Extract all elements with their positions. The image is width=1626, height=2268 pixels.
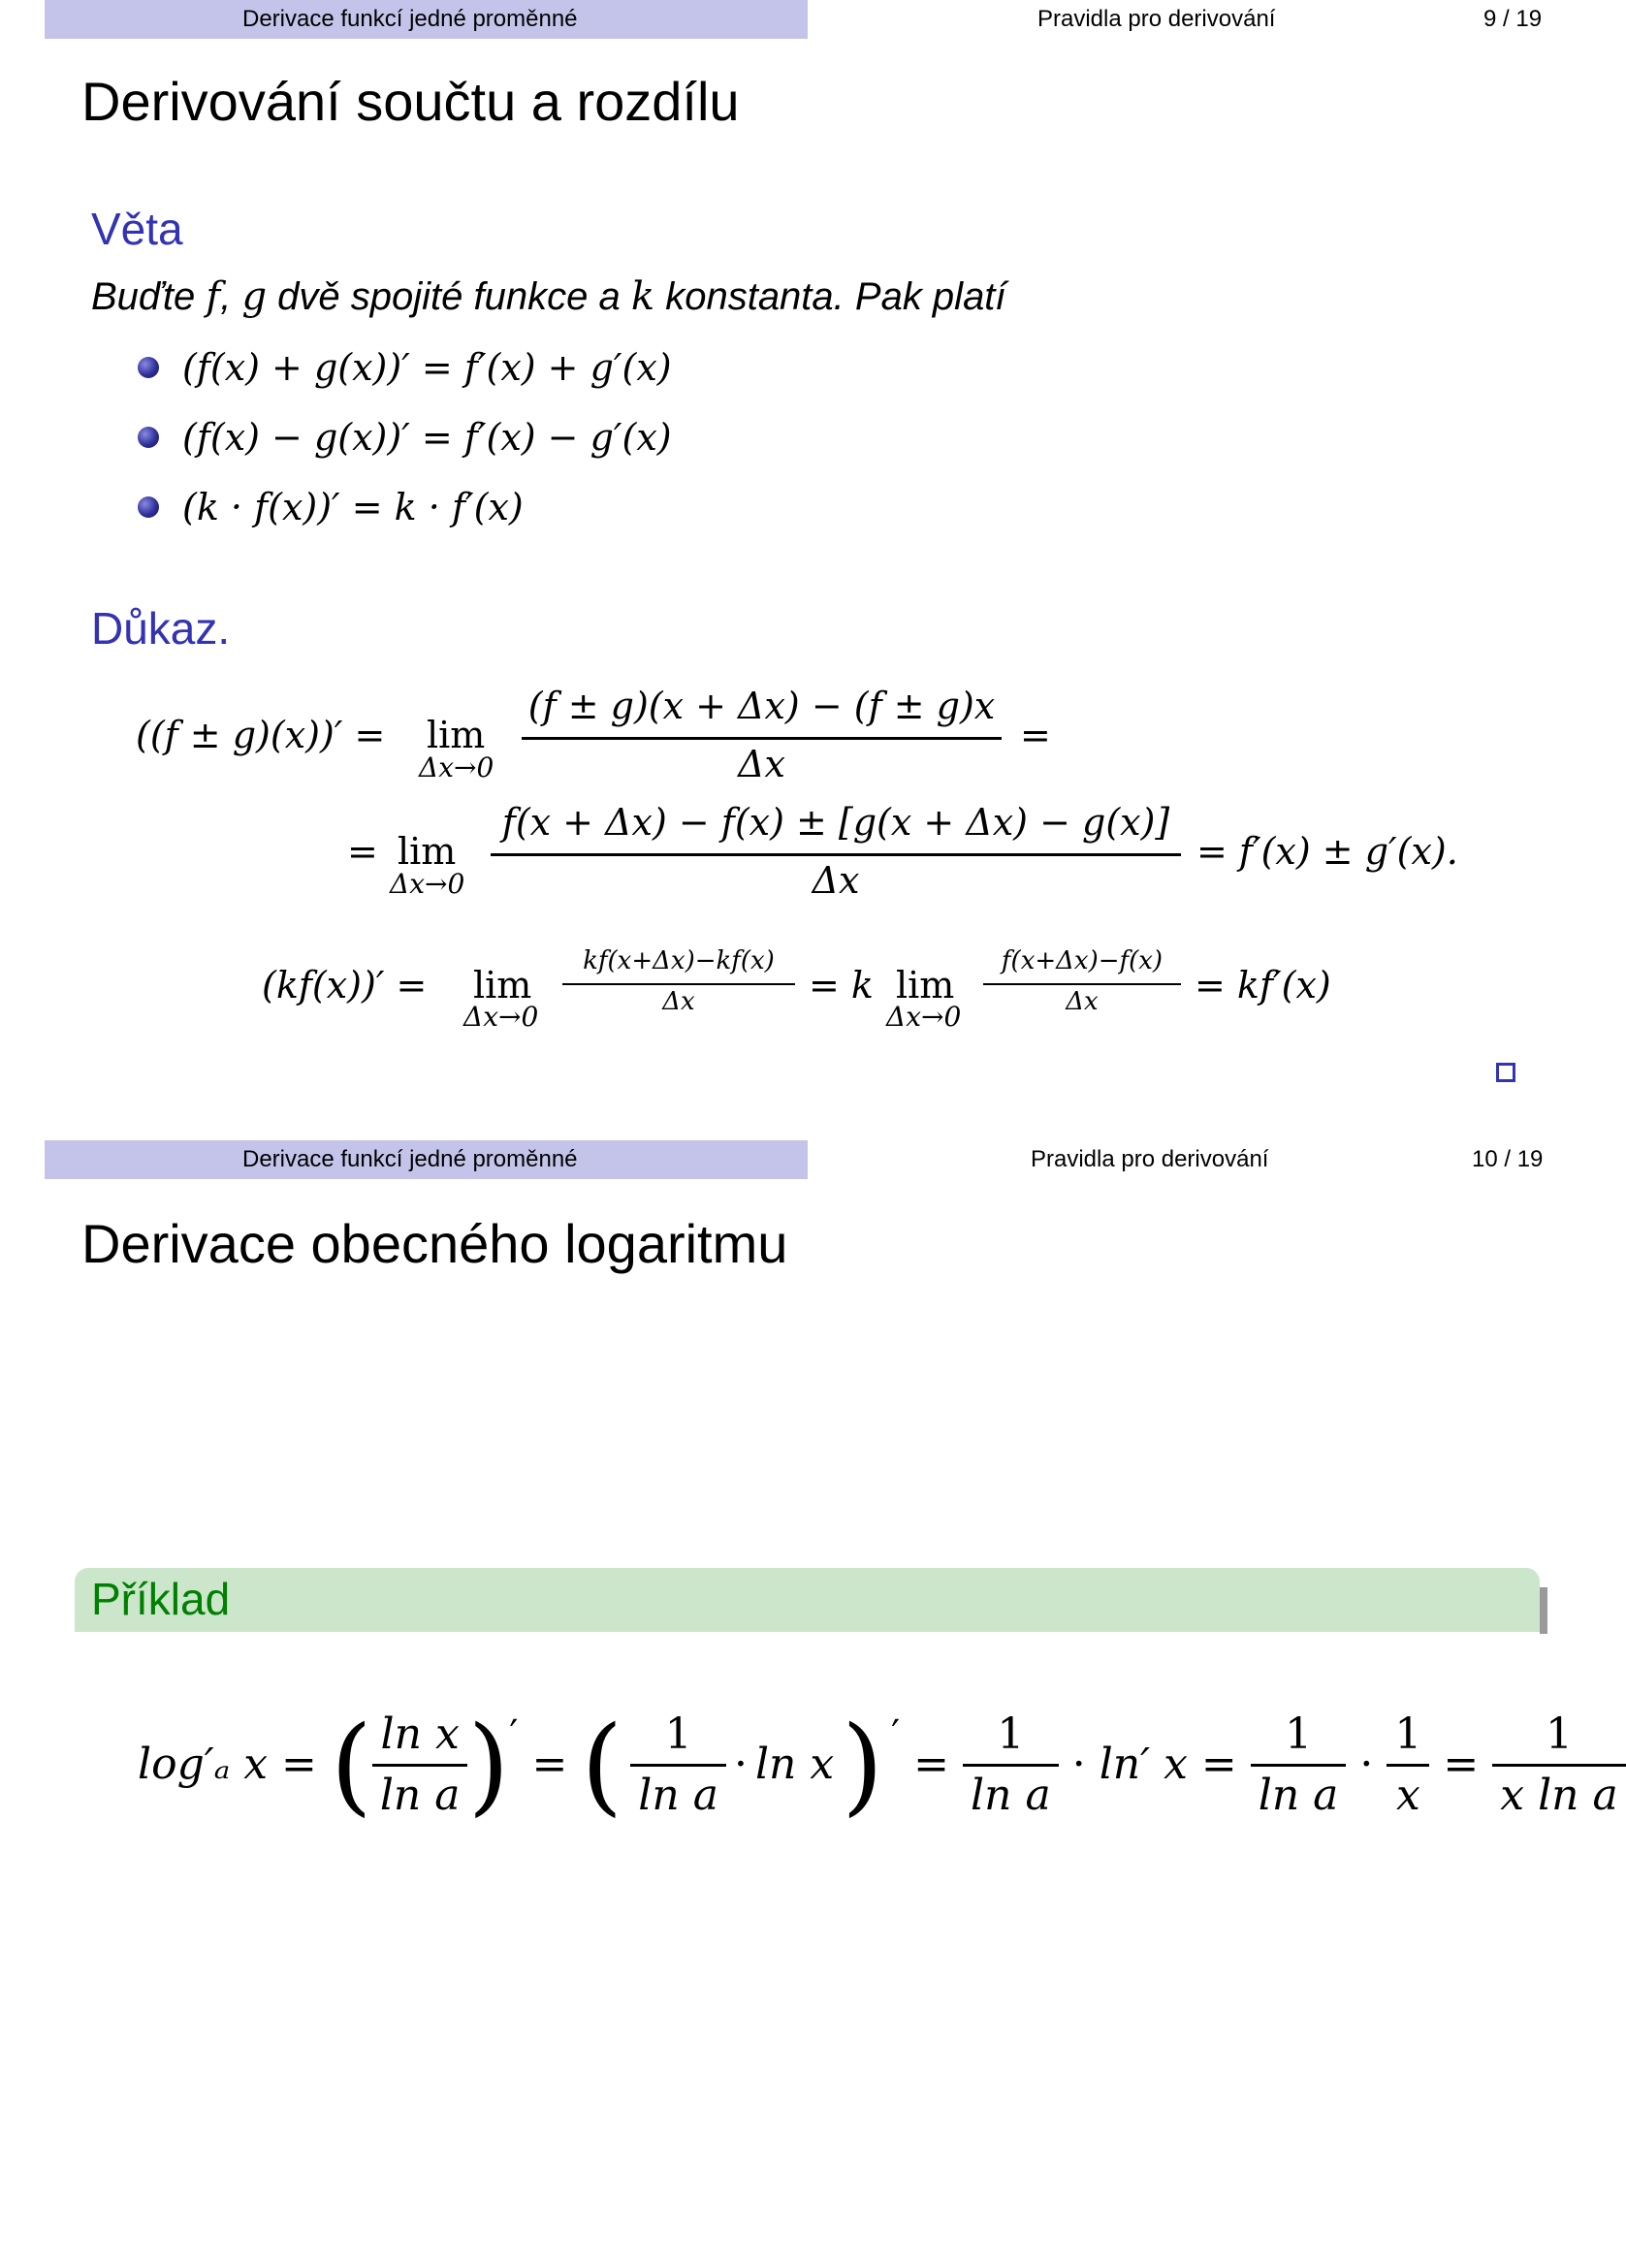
theorem-text (91, 270, 1006, 324)
formula-lnprime: ln′ x (1099, 1740, 1188, 1789)
theorem-text-part1: Buďte (91, 275, 207, 318)
proof-eq1-numerator: (f ± g)(x + Δx) − (f ± g)x (527, 685, 996, 727)
log-derivative-formula: log′ₐ x = ( $\frac{\text{ln x}}{\text{ln a}}$ ) ′ = ( $\frac{1}{\text{ln a}}$ · ln x ) ′ = $\frac{1}{\text{ln a}}$ · ln′ x = $\frac{1}{\text{ln a}}$ · $\frac{1}{x}$ = $\frac{1}{\text{x ln a}}$ (138, 1692, 1626, 1837)
slide2-header-left: Derivace funkcí jedné proměnné (242, 1146, 578, 1172)
theorem-title: Věta (91, 204, 183, 254)
formula-frac-lnx-lna: $\frac{\text{ln x}}{\text{ln a}}$ (372, 1706, 468, 1825)
proof-eq3-rhs: = kf′(x) (1195, 964, 1331, 1006)
proof-eq3-denominator1: Δx (662, 987, 695, 1016)
formula-eq5: = (1443, 1740, 1480, 1789)
theorem-constant-rule: (k · f(x))′ = k · f′(x) (182, 486, 524, 528)
proof-eq2-numerator: f(x + Δx) − f(x) ± [g(x + Δx) − g(x)] (501, 801, 1170, 844)
slide1-header-center: Pravidla pro derivování (1037, 6, 1276, 32)
example-block-header (75, 1568, 1540, 1632)
formula-frac-1-lna-2: $\frac{1}{\text{ln a}}$ (963, 1706, 1059, 1825)
formula-frac-1-xlna: $\frac{1}{\text{x ln a}}$ (1492, 1706, 1625, 1825)
bullet-icon (138, 496, 159, 518)
theorem-var-f: f (206, 274, 221, 319)
proof-eq3-lhs: (kf(x))′ = (262, 964, 428, 1006)
formula-eq4: = (1200, 1740, 1237, 1789)
proof-eq3-numerator2: f(x+Δx)−f(x) (1001, 946, 1164, 975)
slide1-header-left: Derivace funkcí jedné proměnné (242, 6, 578, 32)
theorem-difference-rule: (f(x) − g(x))′ = f′(x) − g′(x) (182, 416, 672, 459)
formula-paren-group2: ( $\frac{1}{\text{ln a}}$ · ln x ) ′ (581, 1703, 901, 1827)
theorem-comma: , (220, 275, 242, 318)
slide1-title: Derivování součtu a rozdílu (81, 71, 740, 132)
theorem-var-g: g (241, 274, 268, 319)
theorem-text-part3: konstanta. Pak platí (654, 275, 1006, 318)
proof-eq2-lim-sub: Δx→0 (390, 868, 465, 900)
proof-eq1-denominator: Δx (738, 743, 785, 785)
formula-frac-1-lna-3: $\frac{1}{\text{ln a}}$ (1251, 1706, 1347, 1825)
example-block-shadow (1540, 1587, 1547, 1634)
proof-title: Důkaz. (91, 603, 231, 654)
formula-eq2: = (531, 1740, 568, 1789)
proof-eq3-numerator1: kf(x+Δx)−kf(x) (583, 946, 775, 975)
proof-eq3-lim1-sub: Δx→0 (463, 1001, 539, 1033)
qed-square-icon (1496, 1063, 1515, 1082)
slide1-page-number: 9 / 19 (1483, 6, 1543, 32)
formula-lhs: log′ₐ x (138, 1740, 269, 1789)
formula-eq1: = (281, 1740, 317, 1789)
theorem-sum-rule: (f(x) + g(x))′ = f′(x) + g′(x) (182, 346, 672, 389)
proof-eq3-fraction-bar1 (562, 983, 795, 985)
formula-paren-group1: ( $\frac{\text{ln x}}{\text{ln a}}$ ) ′ (330, 1703, 519, 1827)
proof-eq1-lhs: ((f ± g)(x))′ = (136, 714, 386, 756)
proof-eq3-lim2: lim (896, 964, 955, 1006)
formula-eq3: = (913, 1740, 950, 1789)
proof-eq3-mid: = k (809, 964, 874, 1006)
proof-eq3-lim1: lim (473, 964, 532, 1006)
proof-eq3-denominator2: Δx (1066, 987, 1099, 1016)
proof-eq1-lim-sub: Δx→0 (419, 751, 494, 783)
bullet-icon (138, 357, 159, 378)
proof-eq1-lim: lim (427, 714, 486, 756)
theorem-text-part2: dvě spojité funkce a (267, 275, 631, 318)
proof-eq2-lim: lim (398, 830, 457, 873)
proof-eq1-end: = (1020, 714, 1051, 756)
example-title: Příklad (91, 1574, 231, 1624)
slide2-page-number: 10 / 19 (1472, 1146, 1544, 1172)
proof-eq3-lim2-sub: Δx→0 (886, 1001, 962, 1033)
theorem-var-k: k (630, 274, 655, 319)
proof-eq3-fraction-bar2 (983, 983, 1181, 985)
slide2-header-center: Pravidla pro derivování (1031, 1146, 1269, 1172)
slide2-title: Derivace obecného logaritmu (81, 1213, 788, 1274)
proof-eq2-denominator: Δx (812, 859, 860, 902)
proof-eq2-rhs: = f′(x) ± g′(x). (1196, 830, 1458, 873)
proof-eq2-lhs: = (347, 830, 378, 873)
formula-frac-1-lna: $\frac{1}{\text{ln a}}$ (630, 1706, 726, 1825)
bullet-icon (138, 427, 159, 448)
formula-frac-1-x: $\frac{1}{x}$ (1387, 1706, 1429, 1825)
